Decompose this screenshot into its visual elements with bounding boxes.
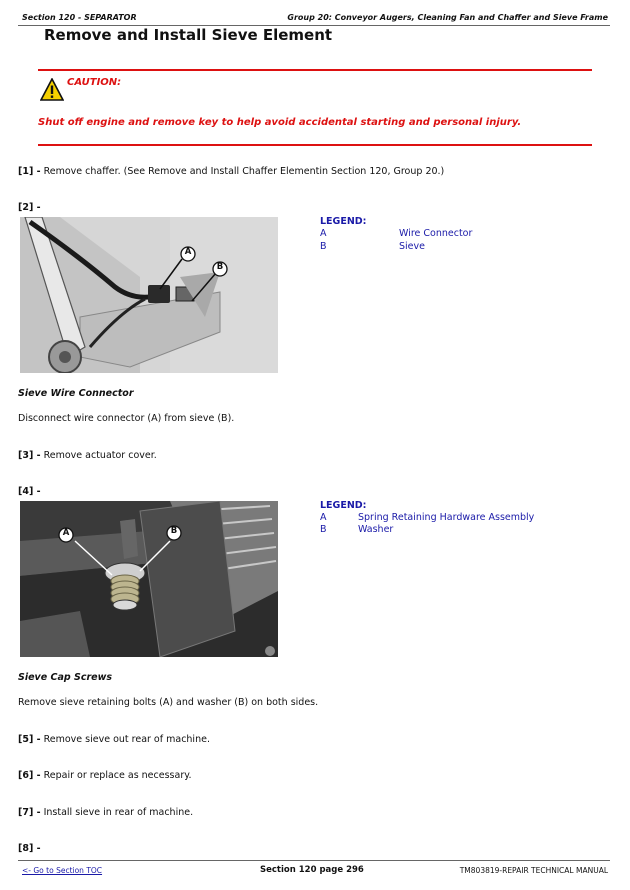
page-number: Section 120 page 296 (260, 865, 364, 875)
step-text: Remove actuator cover. (43, 450, 157, 461)
step-number: [8] - (18, 843, 41, 854)
legend-value-b: Sieve (399, 241, 425, 252)
figure-caption: Sieve Wire Connector (18, 388, 134, 399)
step-number: [7] - (18, 807, 41, 818)
step-number: [1] - (18, 166, 41, 177)
legend-key-b: B (320, 241, 327, 252)
section-header: Section 120 - SEPARATOR (22, 13, 137, 22)
callout-a (58, 527, 74, 547)
callout-b (166, 525, 182, 545)
legend-title: LEGEND: (320, 216, 367, 227)
caution-text: Shut off engine and remove key to help avoid accidental starting and personal injury. (38, 117, 522, 128)
step-4 (18, 486, 41, 497)
callout-a-label: A (62, 528, 70, 538)
manual-name: TM803819-REPAIR TECHNICAL MANUAL (459, 866, 608, 875)
step-1 (18, 166, 444, 177)
step-number: [2] - (18, 202, 41, 213)
sieve-wire-connector-photo (20, 217, 278, 373)
warning-triangle-icon (40, 78, 64, 106)
callout-b-label: B (216, 262, 224, 272)
legend-value-a: Wire Connector (399, 228, 473, 239)
figure-description: Disconnect wire connector (A) from sieve (B). (18, 413, 235, 424)
legend-value-b: Washer (358, 524, 394, 535)
step-text: Repair or replace as necessary. (43, 770, 192, 781)
legend-key-a: A (320, 512, 327, 523)
callout-a-label: A (184, 247, 192, 257)
figure-description: Remove sieve retaining bolts (A) and washer (B) on both sides. (18, 697, 319, 708)
step-3 (18, 450, 157, 461)
callout-a (180, 246, 196, 266)
legend-key-b: B (320, 524, 327, 535)
go-to-section-toc-link[interactable]: <- Go to Section TOC (22, 866, 103, 875)
footer-divider (18, 860, 610, 861)
step-8 (18, 843, 41, 854)
figure-caption: Sieve Cap Screws (18, 672, 113, 683)
callout-b-label: B (170, 526, 178, 536)
step-text: Remove chaffer. (See Remove and Install Chaffer Elementin Section 120, Group 20.) (43, 166, 445, 177)
legend-key-a: A (320, 228, 327, 239)
callout-b (212, 261, 228, 281)
step-number: [6] - (18, 770, 41, 781)
step-text: Remove sieve out rear of machine. (43, 734, 210, 745)
page-title: Remove and Install Sieve Element (44, 26, 333, 44)
sieve-cap-screws-photo (20, 501, 278, 657)
caution-bottom-rule (38, 144, 592, 146)
caution-label: CAUTION: (67, 77, 122, 88)
step-number: [5] - (18, 734, 41, 745)
legend-title: LEGEND: (320, 500, 367, 511)
group-header: Group 20: Conveyor Augers, Cleaning Fan and Chaffer and Sieve Frame (287, 13, 608, 22)
step-number: [4] - (18, 486, 41, 497)
step-5 (18, 734, 210, 745)
step-7 (18, 807, 193, 818)
step-text: Install sieve in rear of machine. (43, 807, 194, 818)
legend-value-a: Spring Retaining Hardware Assembly (358, 512, 535, 523)
step-6 (18, 770, 192, 781)
step-2 (18, 202, 41, 213)
caution-top-rule (38, 69, 592, 71)
step-number: [3] - (18, 450, 41, 461)
